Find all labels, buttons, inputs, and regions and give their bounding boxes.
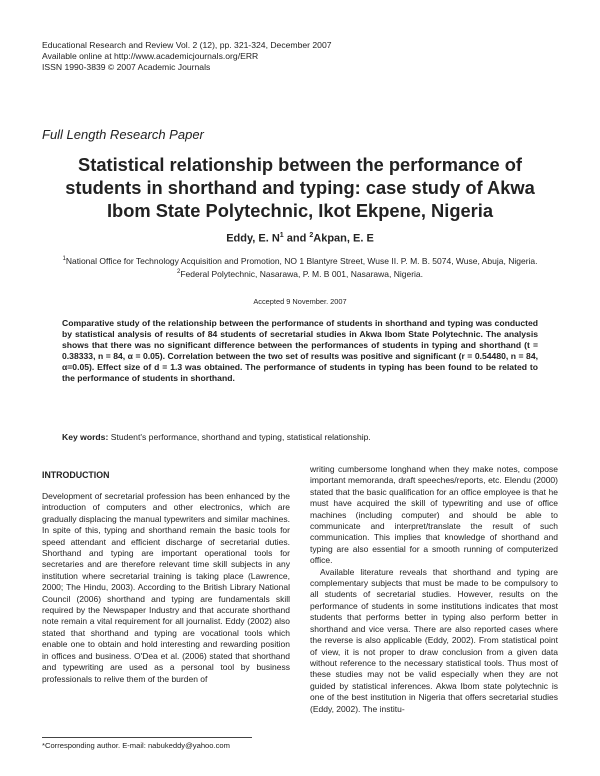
journal-url[interactable]: Available online at http://www.academicjournals.org/ERR	[42, 50, 259, 61]
footnote-rule	[42, 737, 252, 738]
affiliation-2-text: Federal Polytechnic, Nasarawa, P. M. B 001, Nasarawa, Nigeria.	[180, 268, 424, 279]
affiliation-2	[44, 267, 556, 280]
author-1: Eddy, E. N	[226, 232, 280, 245]
right-paragraph-1: writing cumbersome longhand when they make notes, compose important memoranda, draft speeches/reports, etc. Elendu (2000) stated that the basic qualification for an office employee is that he must have acquired the skill of typewriting and use of office machines (including computer) and should be able to communicate and interpret/translate the result of such communication. This implies that knowledge of shorthand and typing are also essential for a smooth running of computerized office.	[310, 464, 558, 566]
affiliation-2-mark: 2	[176, 269, 181, 276]
accepted-date: Accepted 9 November. 2007	[253, 297, 347, 306]
journal-header	[42, 40, 332, 72]
left-paragraph: Development of secretarial profession has been enhanced by the introduction of computers and other electronics, which are gradually displacing the manual typewriters and similar machines. In spite of this, typing and shorthand remain the basic tools for speed attendant and efficient discharge of secretarial duties. Shorthand and typing are important operational tools for secretaries and are therefore relevant time skill subjects in any institution where secretarial training is taking place (Lawrence, 2000; The Hindu, 2003). According to the British Library National Council (2006) shorthand and typing are fundamentals skill required by the Newspaper Industry and that accurate shorthand note remain a vital requirement for all journalist. Eddy (2002) also stated that shorthand and typing are vocational tools which enable one to obtain and hold interesting and rewarding position in offices and business. O'Dea et al. (2006) stated that shorthand and typewriting are used as a personal tool by business professionals to relive them of the burden of	[42, 491, 290, 684]
section-heading-introduction: INTRODUCTION	[42, 470, 110, 480]
keywords-label: Key words:	[62, 432, 109, 442]
affiliations	[44, 254, 556, 280]
paper-title: Statistical relationship between the performance of students in shorthand and typing: case study of Akwa Ibom State Polytechnic, Ikot Ekpene, Nigeria	[65, 154, 535, 221]
journal-citation: Educational Research and Review Vol. 2 (12), pp. 321-324, December 2007	[42, 40, 332, 50]
author-1-affil-mark: 1	[279, 232, 284, 239]
affiliation-1	[44, 254, 556, 267]
body-column-left	[42, 491, 290, 685]
right-paragraph-2: Available literature reveals that shorthand and typing are complementary subjects that must be made to be compulsory to all students of secretarial studies. However, results on the performance of students in some institutions indicates that most students that performs better in typing also perform better in shorthand and vice versa. There are also reported cases where the reverse is also applicable (Eddy, 2002). From statistical point of view, it is not proper to draw conclusion from a given data without reference to the necessary statistical tools. Thus most of these studies may not be valid especially when they are not guided by statistical inferences. Akwa Ibom state polytechnic is one of the best institution in Nigeria that offers secretarial studies (Eddy, 2002). The institu-	[310, 566, 558, 714]
keywords-text: Student's performance, shorthand and typing, statistical relationship.	[108, 432, 371, 442]
authors	[44, 232, 556, 245]
affiliation-1-mark: 1	[62, 256, 66, 262]
author-conjunction: and	[283, 232, 310, 245]
author-2-affil-mark: 2	[309, 232, 314, 239]
keywords	[62, 432, 538, 442]
journal-issn: ISSN 1990-3839 © 2007 Academic Journals	[42, 61, 211, 72]
paper-type: Full Length Research Paper	[42, 127, 204, 142]
abstract: Comparative study of the relationship between the performance of students in shorthand and typing was conducted by statistical analysis of results of 84 students of secretarial studies in Akwa Ibom State Polytechnic. The analysis shows that there was no significant difference between the performances of students in typing and shorthand (t = 0.38333, n = 84, α = 0.05). Correlation between the two set of results was positive and significant (r = 0.54480, n = 84, α=0.05). Effect size of d = 1.3 was obtained. The performance of students in typing has been found to be related to the performance of students in shorthand.	[62, 318, 538, 383]
author-2: Akpan, E. E	[313, 232, 374, 245]
corresponding-author-footnote: *Corresponding author. E-mail: nabukeddy@yahoo.com	[42, 741, 230, 750]
body-column-right	[310, 464, 558, 715]
affiliation-1-text: National Office for Technology Acquisition and Promotion, NO 1 Blantyre Street, Wuse II. P. M. B. 5074, Wuse, Abuja, Nigeria.	[65, 255, 538, 266]
